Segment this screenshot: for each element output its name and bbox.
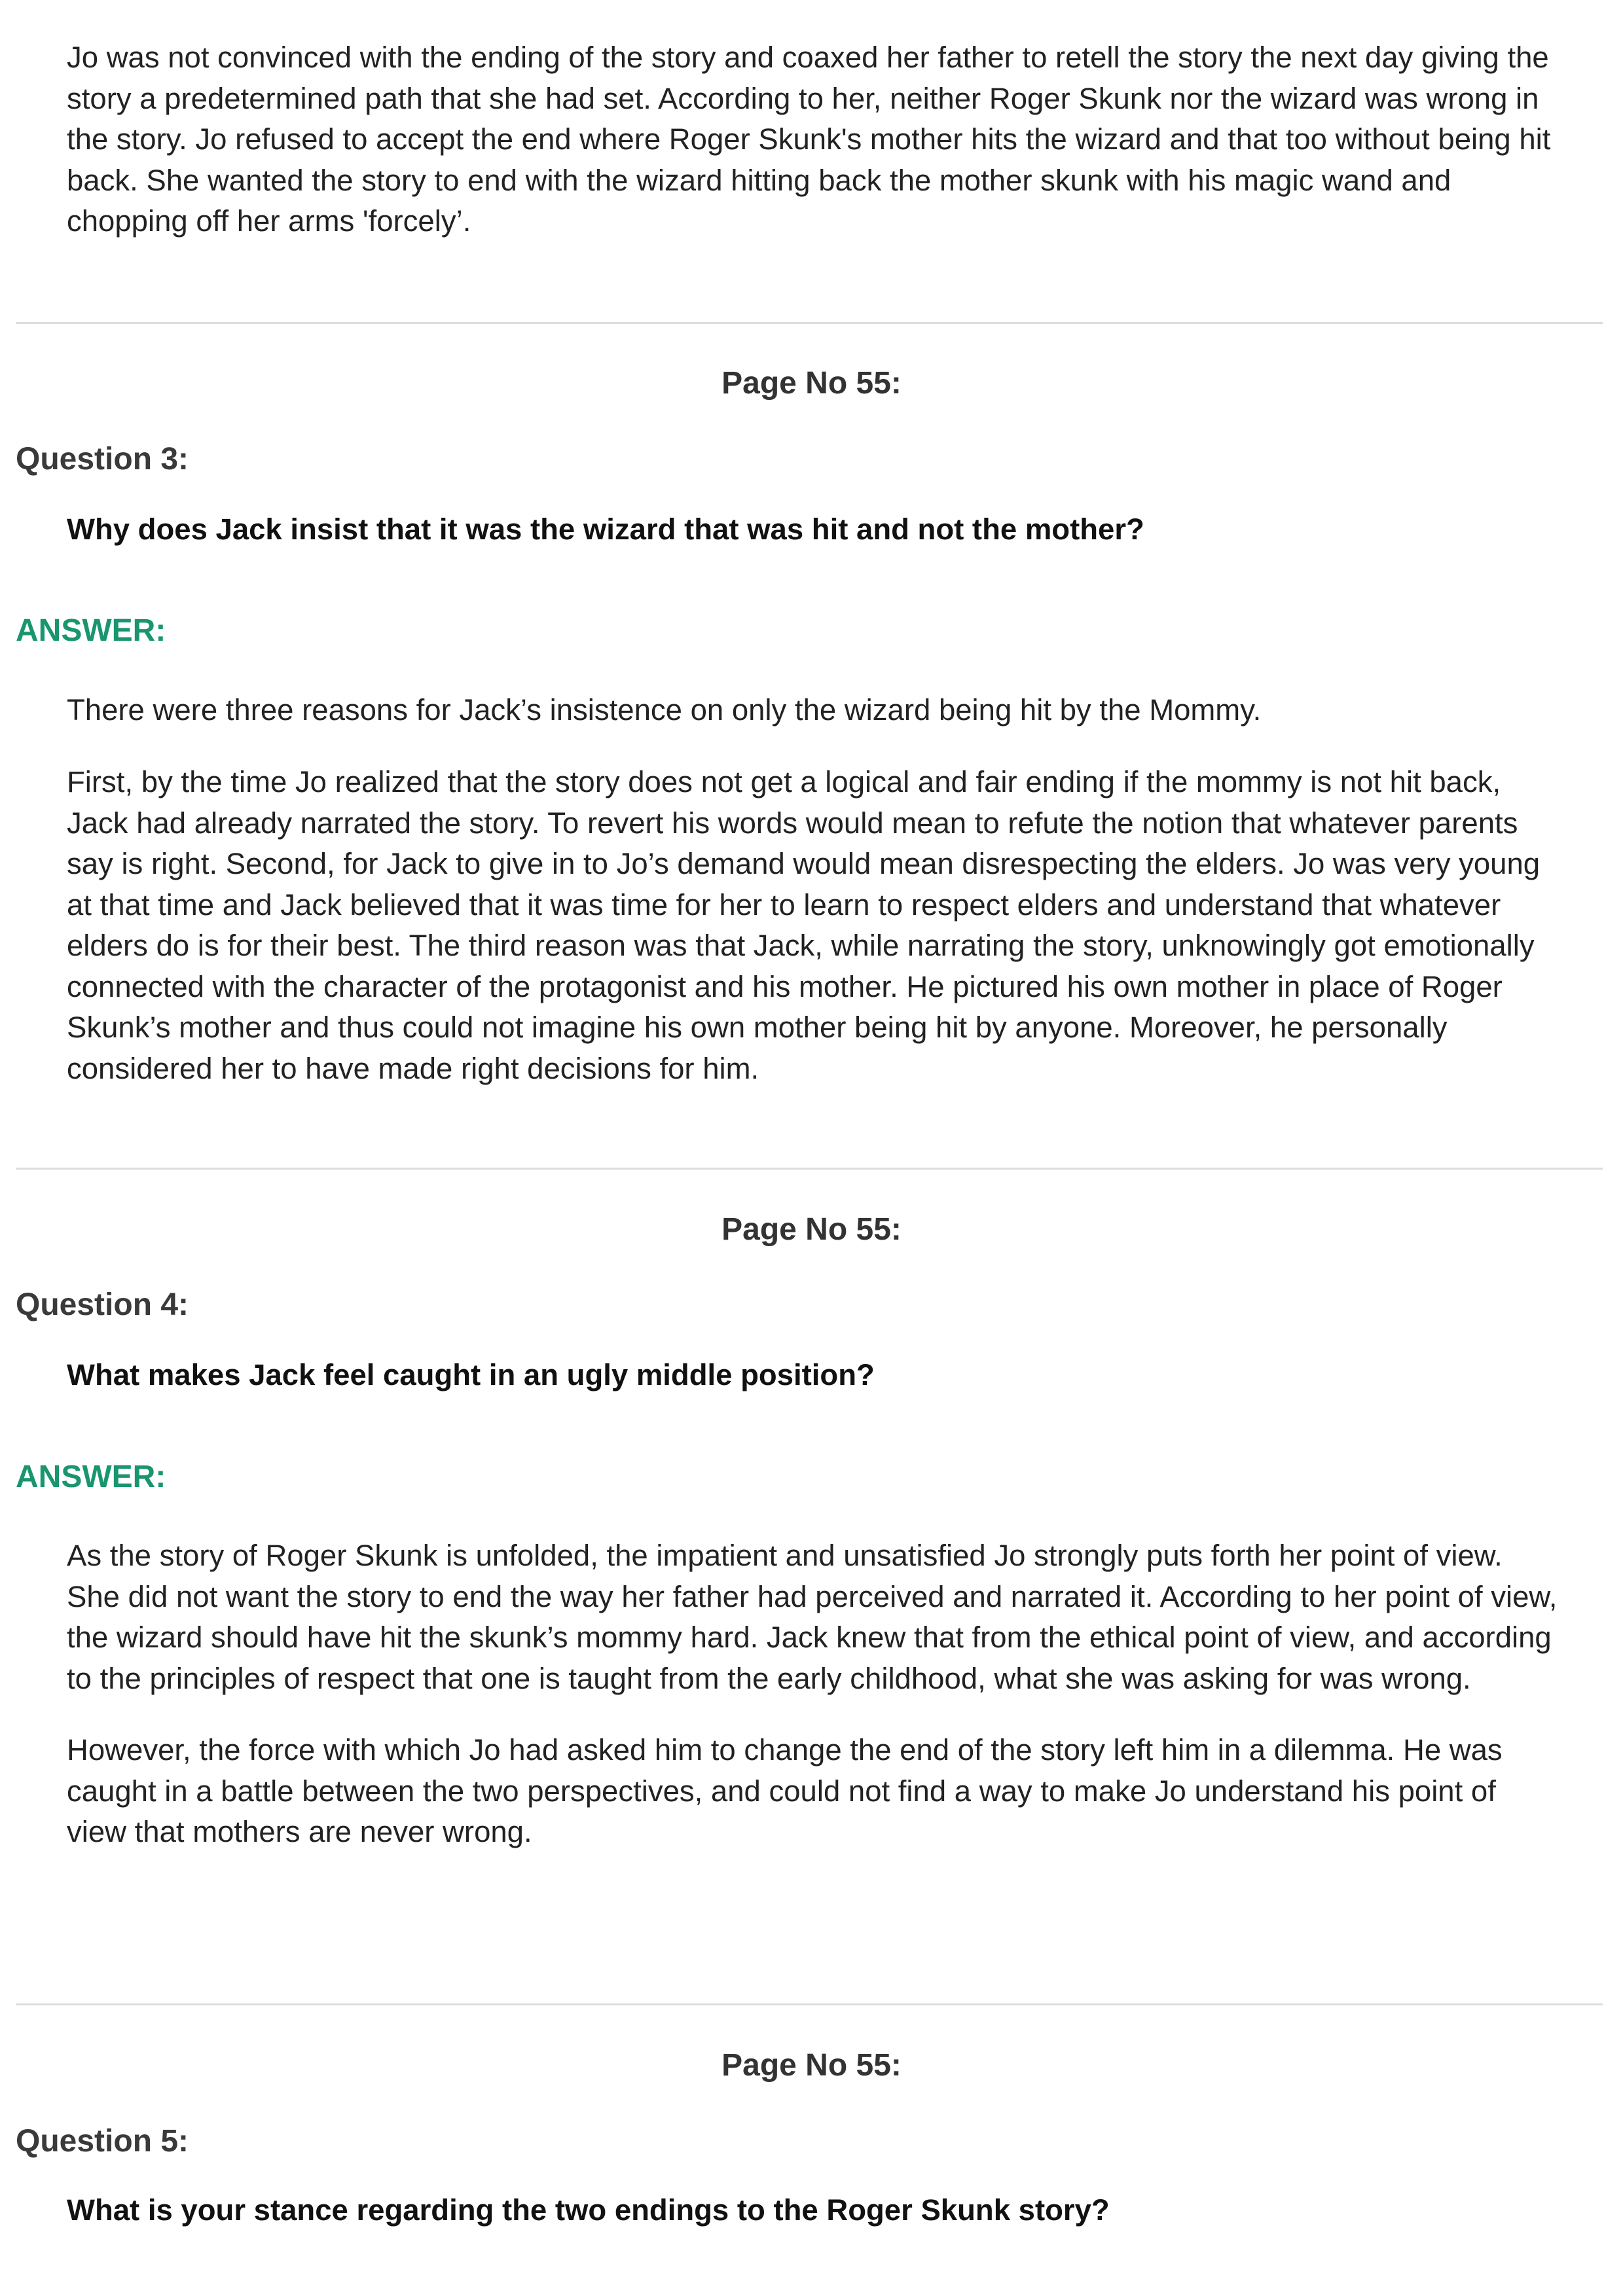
answer-label: ANSWER:	[16, 1460, 166, 1494]
text-line: view that mothers are never wrong.	[67, 1815, 532, 1848]
text-line: considered her to have made right decisions for him.	[67, 1051, 759, 1085]
text-line: chopping off her arms 'forcely’.	[67, 204, 471, 238]
text-line: the wizard should have hit the skunk’s mommy hard. Jack knew that from the ethical point of view, and according	[67, 1621, 1552, 1654]
text-line: elders do is for their best. The third reason was that Jack, while narrating the story, unknowingly got emotionally	[67, 929, 1535, 962]
question-text: Why does Jack insist that it was the wizard that was hit and not the mother?	[67, 512, 1144, 546]
section-divider	[16, 1168, 1603, 1170]
text-line: story a predetermined path that she had set. According to her, neither Roger Skunk nor the wizard was wrong in	[67, 81, 1539, 115]
text-line: Jack had already narrated the story. To revert his words would mean to refute the notion that whatever parents	[67, 806, 1518, 840]
answer-paragraph	[67, 1535, 1599, 1699]
page-number-heading: Page No 55:	[721, 1212, 902, 1247]
question-label: Question 3:	[16, 442, 189, 476]
question-text: What makes Jack feel caught in an ugly middle position?	[67, 1358, 875, 1391]
text-line: First, by the time Jo realized that the story does not get a logical and fair ending if the mommy is not hit back,	[67, 765, 1501, 798]
text-line: caught in a battle between the two perspectives, and could not find a way to make Jo understand his point of	[67, 1774, 1496, 1808]
answer-paragraph	[67, 690, 1599, 731]
text-line: There were three reasons for Jack’s insistence on only the wizard being hit by the Mommy.	[67, 693, 1262, 726]
text-line: Skunk’s mother and thus could not imagine his own mother being hit by anyone. Moreover, he personally	[67, 1011, 1448, 1044]
text-line: She did not want the story to end the way her father had perceived and narrated it. According to her point of view,	[67, 1579, 1558, 1613]
text-line: As the story of Roger Skunk is unfolded, the impatient and unsatisfied Jo strongly puts forth her point of view.	[67, 1539, 1503, 1572]
intro-paragraph	[67, 37, 1599, 242]
answer-label: ANSWER:	[16, 613, 166, 648]
text-line: connected with the character of the protagonist and his mother. He pictured his own mother in place of Roger	[67, 969, 1503, 1003]
section-divider	[16, 322, 1603, 324]
text-line: at that time and Jack believed that it was time for her to learn to respect elders and understand that whatever	[67, 888, 1501, 922]
text-line: Jo was not convinced with the ending of the story and coaxed her father to retell the story the next day giving the	[67, 41, 1549, 74]
question-text: What is your stance regarding the two endings to the Roger Skunk story?	[67, 2193, 1110, 2227]
text-line: say is right. Second, for Jack to give in to Jo’s demand would mean disrespecting the elders. Jo was very young	[67, 847, 1541, 880]
page-number-heading: Page No 55:	[721, 366, 902, 401]
text-line: back. She wanted the story to end with the wizard hitting back the mother skunk with his magic wand and	[67, 163, 1451, 197]
section-divider	[16, 2003, 1603, 2005]
question-label: Question 4:	[16, 1287, 189, 1322]
text-line: However, the force with which Jo had asked him to change the end of the story left him in a dilemma. He was	[67, 1733, 1503, 1767]
answer-paragraph	[67, 1730, 1599, 1853]
answer-paragraph	[67, 762, 1599, 1089]
text-line: to the principles of respect that one is taught from the early childhood, what she was asking for was wrong.	[67, 1661, 1471, 1695]
text-line: the story. Jo refused to accept the end where Roger Skunk's mother hits the wizard and that too without being hit	[67, 122, 1551, 156]
page-number-heading: Page No 55:	[721, 2048, 902, 2083]
question-label: Question 5:	[16, 2124, 189, 2159]
